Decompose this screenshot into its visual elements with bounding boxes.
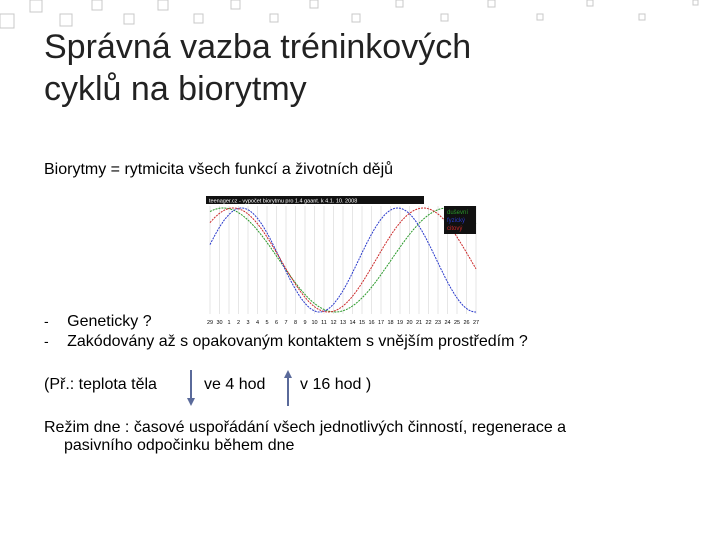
bullet-text: Geneticky ?	[67, 313, 152, 330]
bullet-1	[44, 311, 152, 332]
bullet-marker: -	[44, 313, 49, 329]
decor-square	[30, 0, 42, 12]
bullet-2	[44, 331, 528, 352]
decor-square	[231, 0, 240, 9]
chart-x-tick-label: 29	[206, 320, 214, 326]
decor-square	[537, 14, 543, 20]
decor-square	[352, 14, 360, 22]
decor-square	[693, 0, 698, 5]
chart-x-tick-label: 9	[303, 320, 307, 326]
slide-title	[44, 26, 684, 110]
chart-x-tick-label: 24	[444, 320, 451, 326]
bullet-text: Zakódovány až s opakovaným kontaktem s vnějším prostředím ?	[67, 333, 528, 350]
decor-square	[60, 14, 72, 26]
chart-x-tick-label: 15	[358, 320, 366, 326]
example-part-2: ve 4 hod	[204, 376, 266, 393]
arrow-up-icon	[283, 368, 293, 408]
decor-square	[0, 14, 14, 28]
example-part-1: (Př.: teplota těla	[44, 376, 157, 393]
decor-square	[587, 0, 593, 6]
chart-x-tick-label: 23	[434, 320, 442, 326]
chart-x-tick-label: 4	[255, 320, 260, 326]
decor-square	[488, 0, 495, 7]
decor-square	[396, 0, 403, 7]
chart-background	[206, 196, 478, 328]
chart-x-tick-label: 30	[216, 320, 223, 326]
chart-x-tick-label: 12	[330, 320, 337, 326]
chart-x-tick-label: 26	[463, 320, 470, 326]
decor-square	[441, 14, 448, 21]
biorhythm-chart-svg	[206, 196, 478, 328]
chart-title: teenager.cz - vypočet biorytmu pro 1.4 gaant. k 4.1. 10. 2008	[209, 198, 358, 205]
title-line-1: Správná vazba tréninkových	[44, 28, 472, 66]
chart-x-tick-label: 1	[227, 320, 231, 326]
biorhythm-chart	[206, 196, 478, 328]
chart-x-tick-label: 25	[453, 320, 461, 326]
example-part-3: v 16 hod )	[300, 376, 372, 393]
chart-x-tick-label: 18	[387, 320, 394, 326]
chart-legend-entry: duševní	[447, 210, 469, 216]
title-line-2: cyklů na biorytmy	[44, 70, 307, 108]
chart-x-tick-label: 16	[368, 320, 375, 326]
chart-x-tick-label: 14	[349, 320, 356, 326]
decor-square	[310, 0, 318, 8]
chart-x-tick-label: 20	[406, 320, 413, 326]
chart-legend-entry: citový	[447, 226, 463, 232]
chart-x-tick-label: 27	[472, 320, 480, 326]
chart-x-tick-label: 5	[265, 320, 269, 326]
decor-square	[124, 14, 134, 24]
daily-regime-line-2: pasivního odpočinku během dne	[64, 437, 295, 454]
chart-x-tick-label: 11	[321, 320, 327, 326]
chart-legend-entry: fyzický	[447, 218, 465, 224]
decor-square	[158, 0, 168, 10]
chart-x-tick-label: 10	[311, 320, 318, 326]
decor-square	[92, 0, 102, 10]
chart-x-tick-label: 6	[274, 320, 279, 326]
chart-x-tick-label: 8	[293, 320, 298, 326]
chart-x-tick-label: 13	[339, 320, 347, 326]
decor-square	[270, 14, 278, 22]
biorhythm-definition: Biorytmy = rytmicita všech funkcí a životních dějů	[44, 161, 394, 178]
chart-x-tick-label: 2	[236, 320, 241, 326]
chart-x-tick-label: 7	[284, 320, 288, 326]
chart-x-tick-label: 3	[246, 320, 250, 326]
chart-x-tick-label: 17	[377, 320, 385, 326]
bullet-marker: -	[44, 333, 49, 349]
daily-regime-line-1: Režim dne : časové uspořádání všech jednotlivých činností, regenerace a	[44, 419, 567, 436]
decor-square	[194, 14, 203, 23]
decor-square	[639, 14, 645, 20]
chart-x-tick-label: 21	[415, 320, 423, 326]
arrow-down-icon	[186, 368, 196, 408]
chart-x-tick-label: 22	[425, 320, 432, 326]
chart-x-tick-label: 19	[396, 320, 404, 326]
